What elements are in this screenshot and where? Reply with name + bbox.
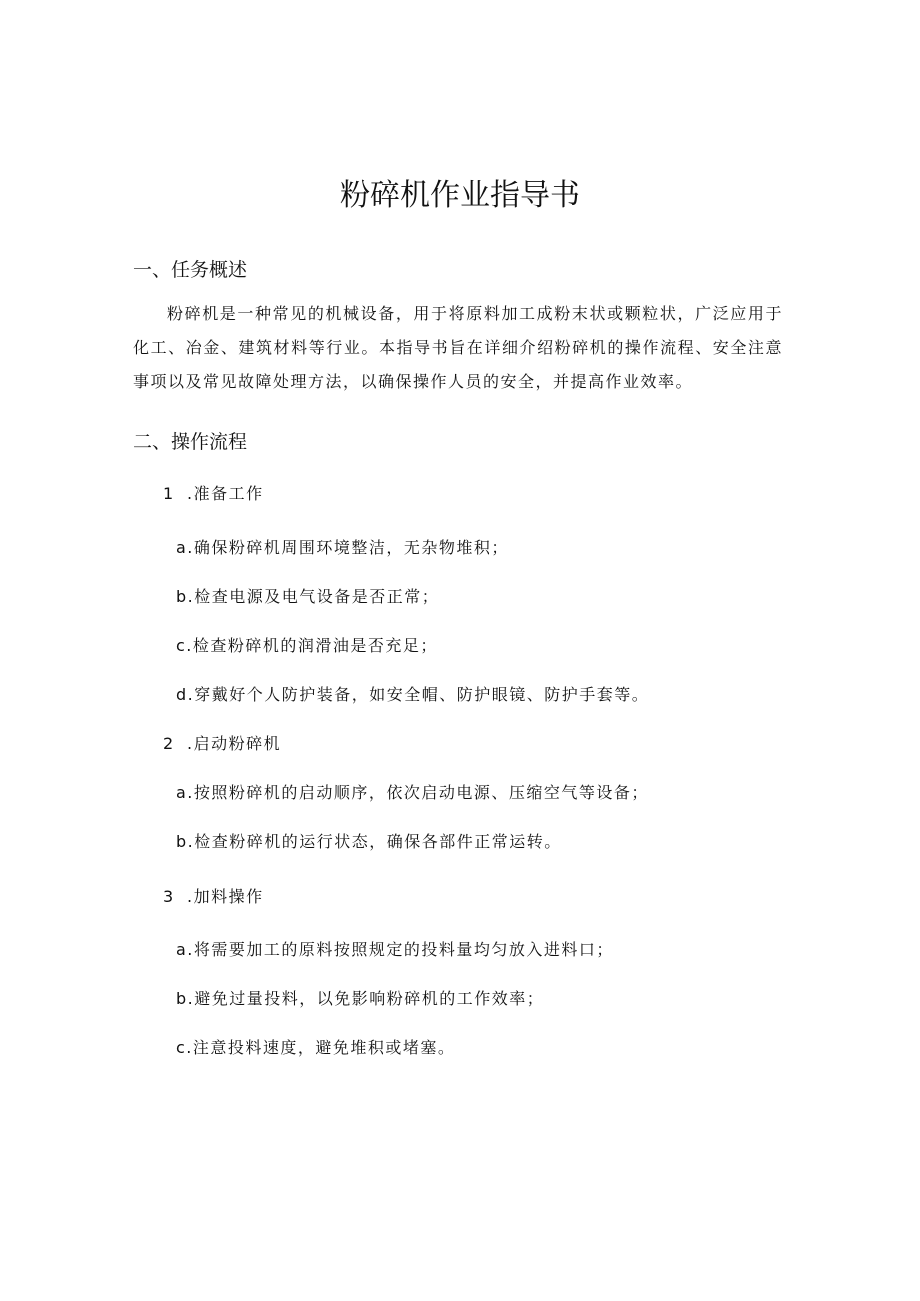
step-heading-1 xyxy=(163,481,264,504)
section-heading-overview: 一、任务概述 xyxy=(133,259,248,281)
overview-paragraph: 粉碎机是一种常见的机械设备，用于将原料加工成粉末状或颗粒状，广泛应用于化工、冶金、建筑材料等行业。本指导书旨在详细介绍粉碎机的操作流程、安全注意事项以及常见故障处理方法，以确保操作人员的安全，并提高作业效率。 xyxy=(133,304,783,391)
step-heading-2 xyxy=(163,731,281,754)
list-item: b.避免过量投料，以免影响粉碎机的工作效率； xyxy=(176,989,545,1008)
step-number: 1 xyxy=(163,484,175,503)
list-item: a.按照粉碎机的启动顺序，依次启动电源、压缩空气等设备； xyxy=(176,783,649,802)
list-item: c.注意投料速度，避免堆积或堵塞。 xyxy=(176,1038,456,1057)
step-number: 2 xyxy=(163,734,175,753)
list-item: a.确保粉碎机周围环境整洁，无杂物堆积； xyxy=(176,538,509,557)
step-label: .加料操作 xyxy=(187,887,264,906)
list-item: b.检查电源及电气设备是否正常； xyxy=(176,587,440,606)
list-item: d.穿戴好个人防护装备，如安全帽、防护眼镜、防护手套等。 xyxy=(176,685,650,704)
document-title: 粉碎机作业指导书 xyxy=(340,178,580,213)
step-label: .准备工作 xyxy=(187,484,264,503)
list-item: b.检查粉碎机的运行状态，确保各部件正常运转。 xyxy=(176,832,562,851)
step-heading-3 xyxy=(163,884,264,907)
list-item: c.检查粉碎机的润滑油是否充足； xyxy=(176,636,438,655)
list-item: a.将需要加工的原料按照规定的投料量均匀放入进料口； xyxy=(176,940,614,959)
section-heading-procedure: 二、操作流程 xyxy=(133,431,248,453)
step-label: .启动粉碎机 xyxy=(187,734,282,753)
step-number: 3 xyxy=(163,887,175,906)
